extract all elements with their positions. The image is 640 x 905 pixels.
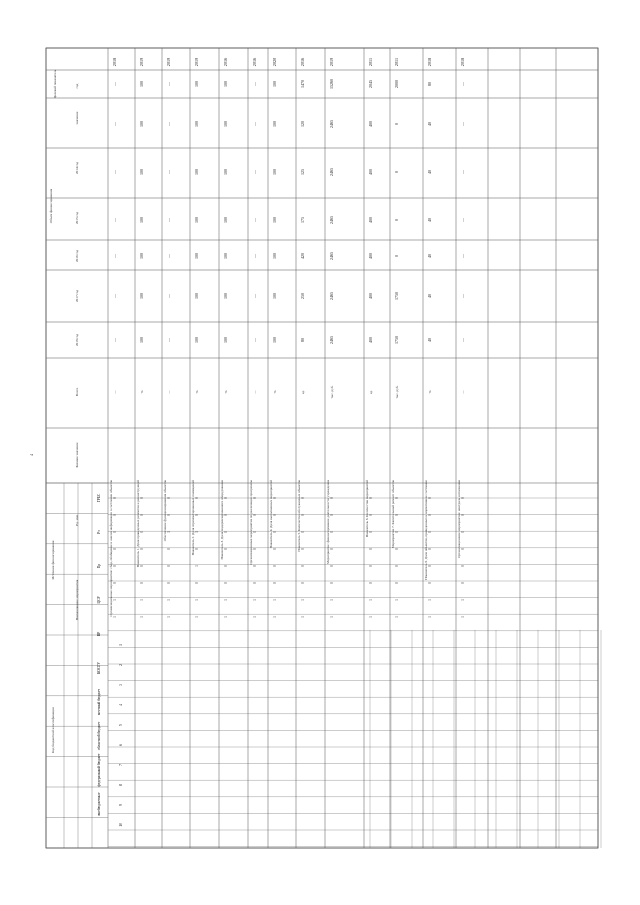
row-y3: — (252, 218, 257, 222)
row-code-mark: 0 (272, 514, 277, 516)
row-unit: тыс. руб. (330, 385, 334, 399)
row-y5: — (460, 122, 465, 126)
row-unit: — (461, 390, 465, 394)
row-unit: — (167, 390, 171, 394)
row-measure-text: Показатель 4. Доля выполненных мероприятий (269, 480, 273, 549)
row-unit: ед. (369, 389, 373, 395)
left-col-header: местный бюджет (97, 688, 101, 716)
row-code-mark: 0 (368, 514, 373, 516)
row-code-mark: 0 (427, 582, 432, 584)
row-base: 80 (300, 338, 305, 342)
row-code-mark: 0 (166, 548, 171, 550)
left-col-header: Пр (97, 563, 101, 569)
row-code-mark: 1 (394, 616, 399, 618)
row-y3: — (166, 218, 171, 222)
row-code-mark: 0 (166, 497, 171, 499)
left-row-number: 1 (119, 644, 123, 646)
row-measure-text: Организационные мероприятия: сбор, обобщение и анализ информации о состоянии объектов (109, 480, 113, 617)
row-y2: — (460, 254, 465, 258)
row-code-mark: 0 (139, 582, 144, 584)
row-code-mark: 1 (427, 599, 432, 601)
left-row-number: 6 (119, 744, 123, 746)
left-row-number: 7 (119, 764, 123, 766)
row-code-mark: 1 (394, 599, 399, 601)
row-y5: 0 (394, 123, 399, 125)
row-code-mark: 0 (252, 582, 257, 584)
row-y4: — (112, 170, 117, 174)
row-code-mark: 1 (300, 599, 305, 601)
row-measure-text: Показатель 3. Доля модернизированного оборудования (220, 480, 224, 560)
row-goal-value: 2045 (368, 80, 373, 88)
row-y4: 100 (139, 169, 144, 175)
left-row-number: 5 (119, 724, 123, 726)
table-frame (46, 48, 598, 848)
row-code-mark: 0 (368, 582, 373, 584)
row-code-mark: 0 (427, 548, 432, 550)
row-code-mark: 0 (394, 514, 399, 516)
row-goal-year: 2019 (166, 57, 171, 67)
row-code-mark: 1 (112, 616, 117, 618)
row-code-mark: 0 (460, 531, 465, 533)
header-resources-group: Объем финансирования (49, 188, 53, 224)
row-code-mark: 0 (300, 497, 305, 499)
row-goal-value: 100 (272, 81, 277, 87)
row-y3: — (460, 218, 465, 222)
row-code-mark: 0 (460, 548, 465, 550)
row-measure-text: Показатель 2. Доля отремонтированных помещений (191, 480, 195, 556)
left-col-header: ГРБС (97, 493, 101, 503)
row-unit: ед. (301, 389, 305, 395)
left-row-number: 8 (119, 784, 123, 786)
row-unit: % (195, 390, 199, 394)
row-code-mark: 0 (112, 531, 117, 533)
row-y1: 40 (427, 294, 432, 298)
row-unit: % (428, 390, 432, 394)
header-goal-group: Целевой показатель (53, 69, 57, 99)
row-goal-value: — (166, 82, 171, 86)
row-code-mark: 0 (272, 582, 277, 584)
row-code-mark: 0 (223, 582, 228, 584)
row-base: 100 (139, 337, 144, 343)
header-y2: 2015 год (75, 211, 79, 225)
row-code-mark: 0 (223, 514, 228, 516)
row-goal-value: 100 (223, 81, 228, 87)
row-y2: 0 (394, 255, 399, 257)
row-code-mark: 0 (252, 548, 257, 550)
row-code-mark: 0 (460, 514, 465, 516)
row-code-mark: 1 (300, 616, 305, 618)
left-col-header: федеральный бюджет (97, 753, 101, 787)
row-code-mark: 1 (223, 616, 228, 618)
row-code-mark: 0 (368, 497, 373, 499)
row-y3: 100 (272, 217, 277, 223)
row-code-mark: 0 (394, 582, 399, 584)
row-y1: — (252, 294, 257, 298)
row-code-mark: 0 (223, 565, 228, 567)
row-y1: — (112, 294, 117, 298)
row-y1: — (460, 294, 465, 298)
margin-mark: 4 (30, 454, 34, 456)
row-y2: — (252, 254, 257, 258)
row-code-mark: 1 (272, 616, 277, 618)
row-code-mark: 1 (272, 599, 277, 601)
row-y2: — (112, 254, 117, 258)
row-y2: 100 (139, 253, 144, 259)
header-measure: Наименование мероприятия (75, 579, 79, 621)
row-goal-value: 100 (194, 81, 199, 87)
row-y3: 0 (394, 219, 399, 221)
row-code-mark: 0 (427, 514, 432, 516)
row-code-mark: 0 (112, 565, 117, 567)
row-code-mark: 1 (112, 599, 117, 601)
row-unit: — (253, 390, 257, 394)
row-code-mark: 0 (139, 497, 144, 499)
row-measure-text: Показатель 8. Доля объектов, приведенных в нормативное состояние (424, 480, 428, 580)
row-base: 2465 (329, 336, 334, 344)
row-code-mark: 0 (252, 497, 257, 499)
row-base: 40 (427, 338, 432, 342)
row-y4: 125 (300, 169, 305, 175)
row-code-mark: 0 (329, 497, 334, 499)
row-code-mark: 0 (329, 548, 334, 550)
row-base: — (166, 338, 171, 342)
left-col-header: областной бюджет (97, 721, 101, 751)
row-y1: 2465 (329, 292, 334, 300)
row-y3: — (112, 218, 117, 222)
row-y5: 100 (194, 121, 199, 127)
row-goal-value: 2000 (394, 80, 399, 88)
row-y5: 100 (223, 121, 228, 127)
row-y1: 1750 (394, 292, 399, 300)
row-unit: % (140, 390, 144, 394)
header-y3: 2016 год (75, 249, 79, 263)
row-y4: 0 (394, 171, 399, 173)
row-code-mark: 0 (394, 531, 399, 533)
row-y5: 100 (272, 121, 277, 127)
header-y1: 2014 год (75, 161, 79, 175)
row-goal-year: 2020 (272, 57, 277, 67)
row-code-mark: 1 (460, 599, 465, 601)
row-code-mark: 0 (427, 497, 432, 499)
row-y4: 100 (272, 169, 277, 175)
row-y1: 100 (223, 293, 228, 299)
row-unit: тыс. руб. (395, 385, 399, 399)
header-goal-value: значение (75, 111, 79, 125)
row-y2: 400 (368, 253, 373, 259)
row-y5: 40 (427, 122, 432, 126)
row-goal-year: 2018 (427, 57, 432, 67)
row-code-mark: 1 (329, 599, 334, 601)
row-goal-year: 2016 (252, 57, 257, 67)
row-y1: 100 (272, 293, 277, 299)
left-col-header: ЦСР (97, 596, 101, 604)
row-code-mark: 0 (112, 582, 117, 584)
row-code-mark: 0 (368, 548, 373, 550)
row-code-mark: 0 (329, 514, 334, 516)
row-y3: 40 (427, 218, 432, 222)
row-unit: % (224, 390, 228, 394)
row-code-mark: 0 (223, 497, 228, 499)
row-code-mark: 1 (427, 616, 432, 618)
row-code-mark: 1 (139, 616, 144, 618)
header-total: Всего (75, 387, 79, 397)
row-y3: 400 (368, 217, 373, 223)
row-goal-year: 2019 (139, 57, 144, 67)
row-code-mark: 0 (252, 565, 257, 567)
row-code-mark: 0 (272, 497, 277, 499)
row-code-mark: 0 (223, 548, 228, 550)
row-base: — (112, 338, 117, 342)
row-y4: — (166, 170, 171, 174)
row-base: 100 (194, 337, 199, 343)
row-y4: 40 (427, 170, 432, 174)
row-code-mark: 0 (300, 565, 305, 567)
row-code-mark: 0 (112, 548, 117, 550)
row-y5: — (252, 122, 257, 126)
row-measure-text: Обеспечение функционирования объектов (163, 480, 167, 542)
row-y2: — (166, 254, 171, 258)
row-code-mark: 0 (329, 531, 334, 533)
row-unit: — (113, 390, 117, 394)
row-measure-text: Организационное мероприятие: контроль исполнения (457, 480, 461, 558)
row-y5: — (112, 122, 117, 126)
row-y3: 2465 (329, 216, 334, 224)
row-y2: 100 (194, 253, 199, 259)
row-code-mark: 0 (394, 565, 399, 567)
row-code-mark: 0 (427, 565, 432, 567)
row-code-mark: 0 (194, 497, 199, 499)
row-base: — (460, 338, 465, 342)
row-code-mark: 1 (194, 565, 199, 567)
header-y4: 2017 год (75, 289, 79, 303)
row-y2: 40 (427, 254, 432, 258)
row-code-mark: 0 (368, 531, 373, 533)
row-code-mark: 1 (166, 531, 171, 533)
row-goal-value: — (252, 82, 257, 86)
row-code-mark: 1 (252, 616, 257, 618)
row-y2: 100 (223, 253, 228, 259)
row-code-mark: 0 (300, 548, 305, 550)
row-code-mark: 0 (139, 514, 144, 516)
row-y1: 100 (194, 293, 199, 299)
left-col-header: КОСГУ (97, 662, 101, 674)
header-base: Базовое значение (75, 442, 79, 468)
row-code-mark: 0 (112, 514, 117, 516)
row-code-mark: 0 (252, 514, 257, 516)
row-y5: 2465 (329, 120, 334, 128)
row-goal-year: 2019 (329, 57, 334, 67)
row-measure-text: Показатель 6. Количество мероприятий (365, 480, 369, 538)
row-y5: 400 (368, 121, 373, 127)
row-code-mark: 1 (166, 599, 171, 601)
row-measure-text: Организационные мероприятия по реализации программы (249, 480, 253, 565)
row-code-mark: 1 (194, 531, 199, 533)
row-y4: 100 (223, 169, 228, 175)
row-code-mark: 0 (139, 531, 144, 533)
row-y2: 420 (300, 253, 305, 259)
row-unit: % (273, 390, 277, 394)
row-code-mark: 1 (368, 599, 373, 601)
left-row-number: 2 (119, 664, 123, 666)
row-code-mark: 0 (166, 565, 171, 567)
row-code-mark: 0 (194, 514, 199, 516)
row-y4: — (252, 170, 257, 174)
row-code-mark: 0 (460, 565, 465, 567)
left-row-number: 9 (119, 804, 123, 806)
row-code-mark: 0 (394, 548, 399, 550)
left-row-number: 3 (119, 684, 123, 686)
row-goal-year: 2011 (368, 57, 373, 67)
header-left-group-b: Код бюджетной классификации (51, 707, 55, 753)
row-code-mark: 0 (272, 548, 277, 550)
row-y4: 100 (194, 169, 199, 175)
row-measure-text: Показатель 5. Количество обслуженных объектов (297, 480, 301, 552)
row-code-mark: 0 (300, 531, 305, 533)
row-code-mark: 0 (329, 565, 334, 567)
row-code-mark: 0 (300, 514, 305, 516)
row-y3: 175 (300, 217, 305, 223)
row-goal-year: 2019 (194, 57, 199, 67)
row-goal-year: 2016 (223, 57, 228, 67)
row-y4: — (460, 170, 465, 174)
row-code-mark: 1 (194, 599, 199, 601)
row-goal-value: 100 (139, 81, 144, 87)
row-y1: — (166, 294, 171, 298)
row-code-mark: 1 (460, 616, 465, 618)
row-code-mark: 0 (272, 531, 277, 533)
row-code-mark: 1 (194, 616, 199, 618)
row-code-mark: 0 (112, 497, 117, 499)
header-unit: Ед. изм. (75, 514, 79, 526)
row-goal-value: — (112, 82, 117, 86)
row-y4: 2465 (329, 168, 334, 176)
row-code-mark: 1 (166, 616, 171, 618)
row-code-mark: 1 (252, 599, 257, 601)
row-measure-text: Показатель 1. Доля проведенных ремонтов и реконструкций (136, 480, 140, 568)
row-y4: 400 (368, 169, 373, 175)
row-base: 100 (272, 337, 277, 343)
row-code-mark: 0 (252, 531, 257, 533)
row-goal-year: 2018 (460, 57, 465, 67)
row-base: 100 (223, 337, 228, 343)
row-goal-value: 1470 (300, 80, 305, 88)
row-code-mark: 0 (166, 514, 171, 516)
row-code-mark: 1 (223, 599, 228, 601)
row-measure-text: Мероприятие 7. Капитальный ремонт объектов (391, 480, 395, 549)
row-goal-year: 2016 (300, 57, 305, 67)
row-code-mark: 0 (460, 582, 465, 584)
row-code-mark: 0 (194, 582, 199, 584)
row-code-mark: 0 (139, 548, 144, 550)
row-y5: 100 (139, 121, 144, 127)
header-y5: 2018 год (75, 333, 79, 347)
row-y1: 400 (368, 293, 373, 299)
row-code-mark: 0 (223, 531, 228, 533)
row-code-mark: 0 (329, 582, 334, 584)
row-goal-value: 15260 (329, 79, 334, 89)
row-goal-value: — (460, 82, 465, 86)
left-row-number: 10 (119, 823, 123, 827)
row-y2: 100 (272, 253, 277, 259)
row-y3: 100 (139, 217, 144, 223)
row-code-mark: 0 (460, 497, 465, 499)
row-code-mark: 1 (329, 616, 334, 618)
row-y3: 100 (223, 217, 228, 223)
row-base: — (252, 338, 257, 342)
row-code-mark: 0 (300, 582, 305, 584)
row-measure-text: Мероприятие: финансирование деятельности учреждения (326, 480, 330, 564)
left-row-number: 4 (119, 704, 123, 706)
left-col-header: Рз (97, 530, 101, 534)
row-goal-year: 2011 (394, 57, 399, 67)
row-y5: 120 (300, 121, 305, 127)
row-code-mark: 0 (194, 548, 199, 550)
row-code-mark: 0 (166, 582, 171, 584)
row-code-mark: 1 (139, 599, 144, 601)
row-goal-year: 2018 (112, 57, 117, 67)
left-col-header: внебюджетные (97, 792, 101, 816)
row-y1: 250 (300, 293, 305, 299)
row-y2: 2465 (329, 252, 334, 260)
row-goal-value: 80 (427, 82, 432, 86)
row-base: 1750 (394, 336, 399, 344)
row-code-mark: 0 (139, 565, 144, 567)
row-y5: — (166, 122, 171, 126)
row-code-mark: 0 (394, 497, 399, 499)
row-code-mark: 1 (368, 616, 373, 618)
row-code-mark: 0 (427, 531, 432, 533)
row-base: 400 (368, 337, 373, 343)
left-col-header: ВР (97, 631, 101, 637)
row-y1: 100 (139, 293, 144, 299)
row-code-mark: 0 (368, 565, 373, 567)
header-left-group-a: Источник финансирования (51, 540, 55, 580)
header-goal-year: год (75, 83, 79, 89)
row-code-mark: 0 (272, 565, 277, 567)
row-y3: 100 (194, 217, 199, 223)
